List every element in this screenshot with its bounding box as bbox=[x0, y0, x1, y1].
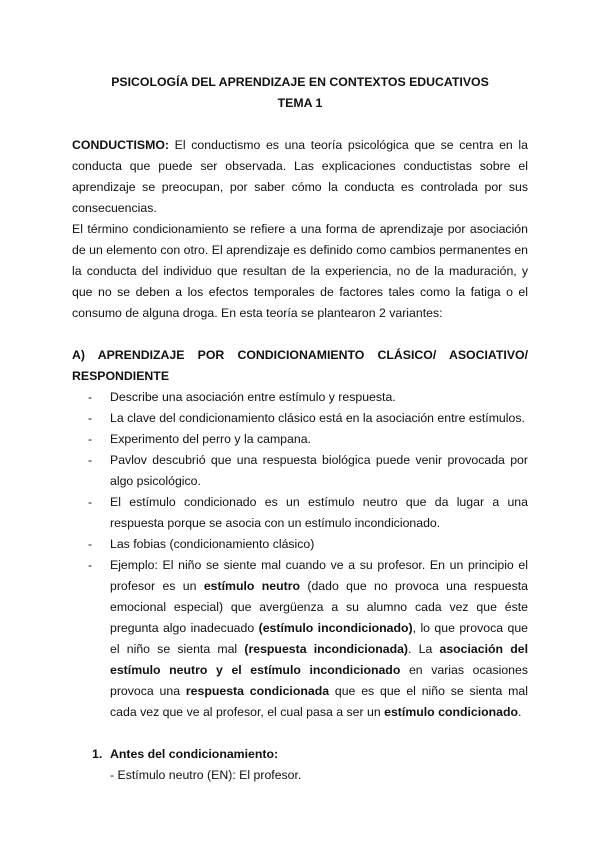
conditioned-response-term: respuesta condicionada bbox=[185, 684, 330, 698]
dash-marker: - bbox=[88, 390, 93, 404]
example-text bbox=[110, 558, 528, 719]
example-text-part: que es que el niño se sienta mal cada vez que ve al profesor, el cual pasa a ser un bbox=[110, 684, 528, 719]
dash-marker: - bbox=[88, 537, 93, 551]
list-item-text: Las fobias (condicionamiento clásico) bbox=[110, 537, 315, 551]
list-item bbox=[88, 387, 528, 408]
numbered-item bbox=[88, 744, 528, 786]
numbered-list bbox=[72, 744, 528, 786]
example-text-part: . bbox=[518, 705, 522, 719]
document-subtitle: TEMA 1 bbox=[277, 96, 323, 110]
list-item bbox=[88, 492, 528, 534]
example-text-part: . La bbox=[408, 642, 440, 656]
list-item bbox=[88, 408, 528, 429]
dash-marker: - bbox=[88, 495, 93, 509]
list-item-text: Describe una asociación entre estímulo y respuesta. bbox=[110, 390, 396, 404]
section-a-heading: A) APRENDIZAJE POR CONDICIONAMIENTO CLÁSICO/ ASOCIATIVO/ RESPONDIENTE bbox=[72, 348, 528, 383]
dash-marker: - bbox=[88, 453, 93, 467]
list-item-text: El estímulo condicionado es un estímulo neutro que da lugar a una respuesta porque se asocia con un estímulo incondicionado. bbox=[110, 495, 528, 530]
list-item bbox=[88, 450, 528, 492]
unconditioned-response-term: (respuesta incondicionada) bbox=[244, 642, 409, 656]
item-number: 1. bbox=[92, 747, 103, 761]
dash-marker: - bbox=[88, 432, 93, 446]
list-item-text: La clave del condicionamiento clásico está en la asociación entre estímulos. bbox=[110, 411, 525, 425]
section-a-list bbox=[72, 387, 528, 723]
intro-text: El conductismo es una teoría psicológica que se centra en la conducta que puede ser observada. Las explicaciones conductistas sobre el aprendizaje se preocupan, por saber cómo la conducta es controlada por sus consecuencias. bbox=[72, 138, 528, 215]
list-item bbox=[88, 429, 528, 450]
conditioned-stimulus-term: estímulo condicionado bbox=[384, 705, 519, 719]
numbered-item-line: - Estímulo neutro (EN): El profesor. bbox=[110, 768, 302, 782]
intro-paragraph bbox=[72, 135, 528, 219]
list-item-text: Experimento del perro y la campana. bbox=[110, 432, 311, 446]
dash-marker: - bbox=[88, 411, 93, 425]
document-title: PSICOLOGÍA DEL APRENDIZAJE EN CONTEXTOS EDUCATIVOS bbox=[111, 75, 489, 89]
example-item bbox=[88, 555, 528, 723]
example-text-part: , lo que provoca que el niño se sienta mal bbox=[110, 621, 529, 656]
neutral-stimulus-term: estímulo neutro bbox=[203, 579, 300, 593]
list-item bbox=[88, 534, 528, 555]
list-item-text: Pavlov descubrió que una respuesta biológica puede venir provocada por algo psicológico. bbox=[110, 453, 528, 488]
example-text-part: Ejemplo: El niño se siente mal cuando ve a su profesor. En un principio el profesor es un bbox=[110, 558, 528, 593]
conditioning-paragraph: El término condicionamiento se refiere a una forma de aprendizaje por asociación de un elemento con otro. El aprendizaje es definido como cambios permanentes en la conducta del individuo que resultan de la experiencia, no de la maduración, y que no se deben a los efectos temporales de factores tales como la fatiga o el consumo de alguna droga. En esta teoría se plantearon 2 variantes: bbox=[72, 222, 528, 320]
unconditioned-stimulus-term: (estímulo incondicionado) bbox=[258, 621, 413, 635]
association-term: asociación del estímulo neutro y el estímulo incondicionado bbox=[110, 642, 528, 677]
example-text-part: (dado que no provoca una respuesta emocional especial) que avergüenza a su alumno cada vez que éste pregunta algo inadecuado bbox=[110, 579, 528, 635]
dash-marker: - bbox=[88, 558, 93, 572]
example-text-part: en varias ocasiones provoca una bbox=[110, 663, 528, 698]
document-header bbox=[72, 72, 528, 114]
intro-label: CONDUCTISMO: bbox=[72, 138, 170, 152]
numbered-item-title: Antes del condicionamiento: bbox=[110, 747, 279, 761]
